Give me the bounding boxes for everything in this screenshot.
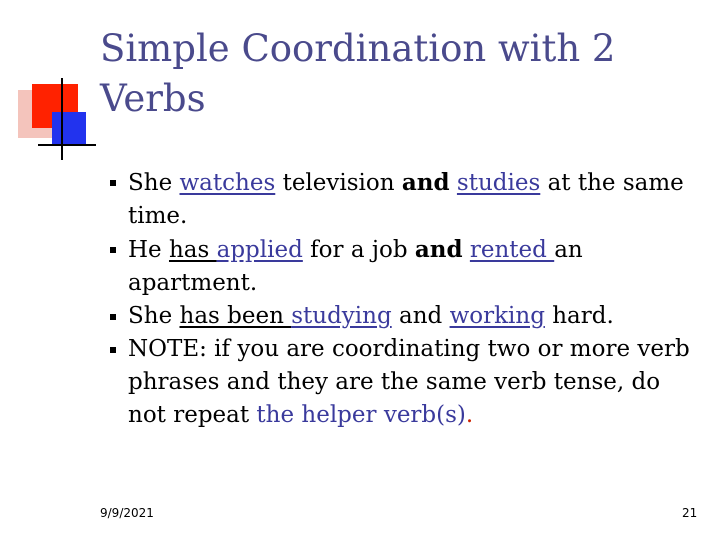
bullet-text bbox=[128, 170, 684, 229]
deco-blue-square bbox=[52, 112, 86, 146]
text-segment: He bbox=[128, 237, 169, 263]
text-segment: She bbox=[128, 170, 180, 196]
text-segment: at the same time. bbox=[128, 170, 684, 229]
text-segment: and bbox=[401, 169, 450, 196]
bullet-item bbox=[110, 233, 690, 300]
text-segment: studying bbox=[291, 303, 392, 329]
text-segment: . bbox=[465, 402, 474, 428]
bullet-square-icon bbox=[110, 180, 116, 186]
bullet-square-icon bbox=[110, 247, 116, 253]
text-segment: working bbox=[449, 303, 545, 329]
text-segment: for a job bbox=[302, 237, 415, 263]
text-segment bbox=[450, 170, 457, 196]
text-segment: has been bbox=[179, 303, 292, 329]
text-segment: has bbox=[168, 237, 217, 263]
deco-vertical-line bbox=[61, 78, 63, 160]
text-segment: hard. bbox=[544, 303, 614, 329]
text-segment: and bbox=[414, 236, 463, 263]
bullet-text bbox=[128, 237, 583, 296]
bullet-square-icon bbox=[110, 347, 116, 353]
text-segment: rented bbox=[469, 237, 555, 263]
bullet-text bbox=[128, 303, 614, 329]
text-segment: applied bbox=[216, 237, 303, 263]
text-segment: watches bbox=[179, 170, 276, 196]
bullet-square-icon bbox=[110, 314, 116, 320]
bullet-list bbox=[110, 166, 690, 432]
text-segment bbox=[463, 237, 470, 263]
text-segment: the helper verb(s) bbox=[256, 402, 466, 428]
bullet-item bbox=[110, 333, 690, 432]
bullet-item bbox=[110, 166, 690, 233]
text-segment: studies bbox=[456, 170, 541, 196]
slide-title: Simple Coordination with 2 Verbs bbox=[100, 27, 616, 120]
bullet-text bbox=[128, 336, 690, 428]
text-segment: and bbox=[391, 303, 450, 329]
text-segment: an apartment. bbox=[128, 237, 583, 296]
text-segment: television bbox=[275, 170, 402, 196]
bullet-item bbox=[110, 300, 690, 333]
text-segment: She bbox=[128, 303, 180, 329]
deco-horizontal-line bbox=[38, 144, 96, 146]
footer-page-number: 21 bbox=[682, 506, 698, 520]
footer-date: 9/9/2021 bbox=[100, 506, 154, 520]
text-segment: NOTE: if you are coordinating two or more verb phrases and they are the same verb tense, do not repeat bbox=[128, 336, 690, 428]
